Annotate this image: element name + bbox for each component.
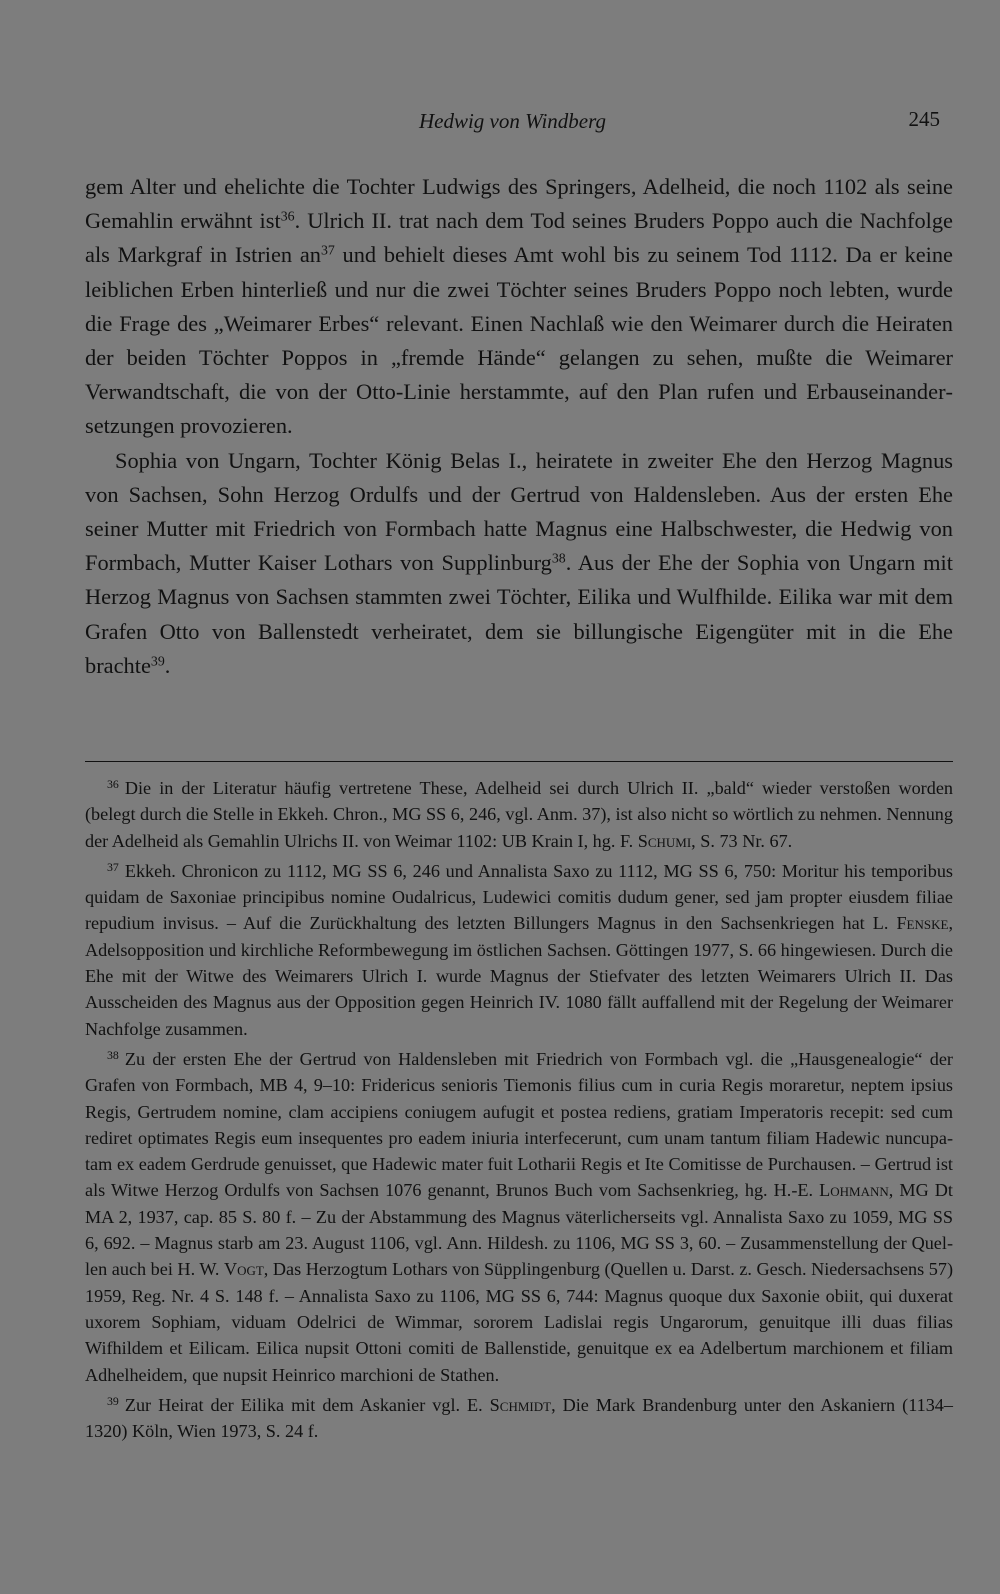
footnote-36 (85, 775, 953, 854)
footnote-number: 37 (107, 859, 119, 874)
text-run: Zur Heirat der Eilika mit dem Askanier vgl. E. (124, 1394, 490, 1415)
footnote-37 (85, 858, 953, 1042)
text-run: Die in der Literatur häufig vertretene These, Adelheid sei durch Ulrich II. „bald“ wieder verstoßen worden (belegt durch die Stelle in Ekkeh. Chron., MG SS 6, 246, vgl. Anm. 37), ist also nicht so wörtlich zu nehmen. Nennung der Adelheid als Gemahlin Ulrichs II. von Weimar 1102: UB Krain I, hg. F. (85, 778, 953, 851)
footnote-divider (85, 761, 953, 762)
text-run: . Ulrich II. trat nach dem Tod seines Bruders Poppo auch die Nachfolge als Markgraf in Istrien an (85, 208, 953, 268)
text-run: , S. 73 Nr. 67. (691, 830, 793, 851)
text-run: . Aus der Ehe der Sophia von Ungarn mit Herzog Magnus von Sachsen stammten zwei Töchter, Eilika und Wulfhilde. Eilika war mit dem Grafen Otto von Ballenstedt verheiratet, dem sie billungische Eigengüter mit in die Ehe brachte (85, 550, 953, 678)
author-name: Schmidt (489, 1394, 552, 1415)
author-name: Schumi (637, 830, 692, 851)
text-run: , Die Mark Brandenburg unter den Askaniern (1134–1320) Köln, Wien 1973, S. 24 f. (85, 1394, 953, 1442)
author-name: Fenske (896, 913, 949, 934)
body-paragraph-1 (85, 170, 953, 444)
footnote-39 (85, 1392, 953, 1445)
running-title: Hedwig von Windberg (418, 109, 607, 133)
author-name: Lohmann (819, 1180, 889, 1201)
page-number: 245 (908, 107, 940, 131)
footnote-ref-38: 38 (551, 551, 566, 567)
text-run: Zu der ersten Ehe der Gertrud von Haldensleben mit Friedrich von Formbach vgl. die „Hausgenealogie“ der Grafen von Formbach, MB 4, 9–10: Fridericus senioris Tiemonis filius cum in curia Regis moraretur, neptem ipsius Regis, Gertrudem nomine, clam accipiens coniugem aufugit et postea rediens, gratiam Imperatoris recepit: sed cum rediret optimates Regis eum insequentes pro eadem iniuria interfecerunt, cum unam tantum filiam Hadewic nuncupatam ex eadem Gerdrude genuisset, que Hadewic mater fuit Lotharii Regis et Ite Comitisse de Purchausen. – Gertrud ist als Witwe Herzog Ordulfs von Sachsen 1076 genannt, Brunos Buch vom Sachsenkrieg, hg. H.-E. (85, 1048, 953, 1201)
page-header (85, 104, 940, 138)
text-run: und behielt dieses Amt wohl bis zu seinem Tod 1112. Da er keine leiblichen Erben hinterließ und nur die zwei Töchter seines Bruders Poppo noch lebten, wurde die Frage des „Weimarer Erbes“ relevant. Einen Nachlaß wie den Weimarer durch die Heiraten der beiden Töchter Poppos in „fremde Hände“ gelangen zu sehen, mußte die Weimarer Verwandtschaft, die von der Otto-Linie herstammte, auf den Plan rufen und Erbauseinandersetzungen provozieren. (85, 242, 953, 439)
text-run: , MG Dt MA 2, 1937, cap. 85 S. 80 f. – Zu der Abstammung des Magnus väterlicherseits vgl. Annalista Saxo zu 1059, MG SS 6, 692. – Magnus starb am 23. August 1106, vgl. Ann. Hildesh. zu 1106, MG SS 3, 60. – Zusammenstellung der Quellen auch bei H. W. (85, 1180, 953, 1280)
text-run: , Das Herzogtum Lothars von Süpplingenburg (Quellen u. Darst. z. Gesch. Niedersachsens 57) 1959, Reg. Nr. 4 S. 148 f. – Annalista Saxo zu 1106, MG SS 6, 744: Magnus quoque dux Saxonie obiit, qui duxerat uxorem Sophiam, viduam Odelrici de Wimmar, sororem Ladislai regis Ungarorum, genuitque illi duas filias Wifhildem et Eilicam. Eilica nupsit Ottoni comiti de Ballenstide, genuitque ex ea Adelbertum marchionem et filiam Adhelheidem, que nupsit Heinrico marchioni de Stathen. (85, 1259, 953, 1385)
body-paragraph-2 (85, 444, 953, 683)
text-run: gem Alter und ehelichte die Tochter Ludwigs des Springers, Adelheid, die noch 1102 als seine Gemahlin erwähnt ist (85, 174, 953, 234)
text-run: . (164, 652, 171, 678)
footnote-number: 38 (107, 1048, 119, 1063)
text-run: Ekkeh. Chronicon zu 1112, MG SS 6, 246 und Annalista Saxo zu 1112, MG SS 6, 750: Moritur his temporibus quidam de Saxoniae principibus nomine Oudalricus, Ludewici comitis dudum gener, sed jam propter eiusdem filiae repudium invisus. – Auf die Zurückhaltung des letzten Billungers Magnus in den Sachsenkriegen hat L. (85, 860, 953, 934)
footnote-38 (85, 1046, 953, 1388)
footnote-ref-37: 37 (320, 243, 335, 259)
footnote-number: 39 (107, 1393, 119, 1408)
footnote-number: 36 (107, 777, 119, 792)
text-run: , Adelsopposition und kirchliche Reformbewegung im östlichen Sachsen. Göttingen 1977, S. 66 hingewiesen. Durch die Ehe mit der Witwe des Weimarers Ulrich I. wurde Magnus der Stiefvater des letzten Weimarers Ulrich II. Das Ausscheiden des Magnus aus der Opposition gegen Heinrich IV. 1080 fällt auffallend mit der Regelung der Weimarer Nachfolge zusammen. (85, 913, 953, 1039)
text-run: Sophia von Ungarn, Tochter König Belas I., heiratete in zweiter Ehe den Herzog Magnus von Sachsen, Sohn Herzog Ordulfs und der Gertrud von Haldensleben. Aus der ersten Ehe seiner Mutter mit Friedrich von Formbach hatte Magnus eine Halbschwester, die Hedwig von Formbach, Mutter Kaiser Lothars von Supplinburg (85, 447, 953, 576)
footnote-ref-39: 39 (150, 654, 165, 670)
footnote-ref-36: 36 (280, 209, 295, 225)
author-name: Vogt (223, 1259, 264, 1280)
footnotes (85, 775, 953, 1448)
main-text (85, 170, 953, 683)
